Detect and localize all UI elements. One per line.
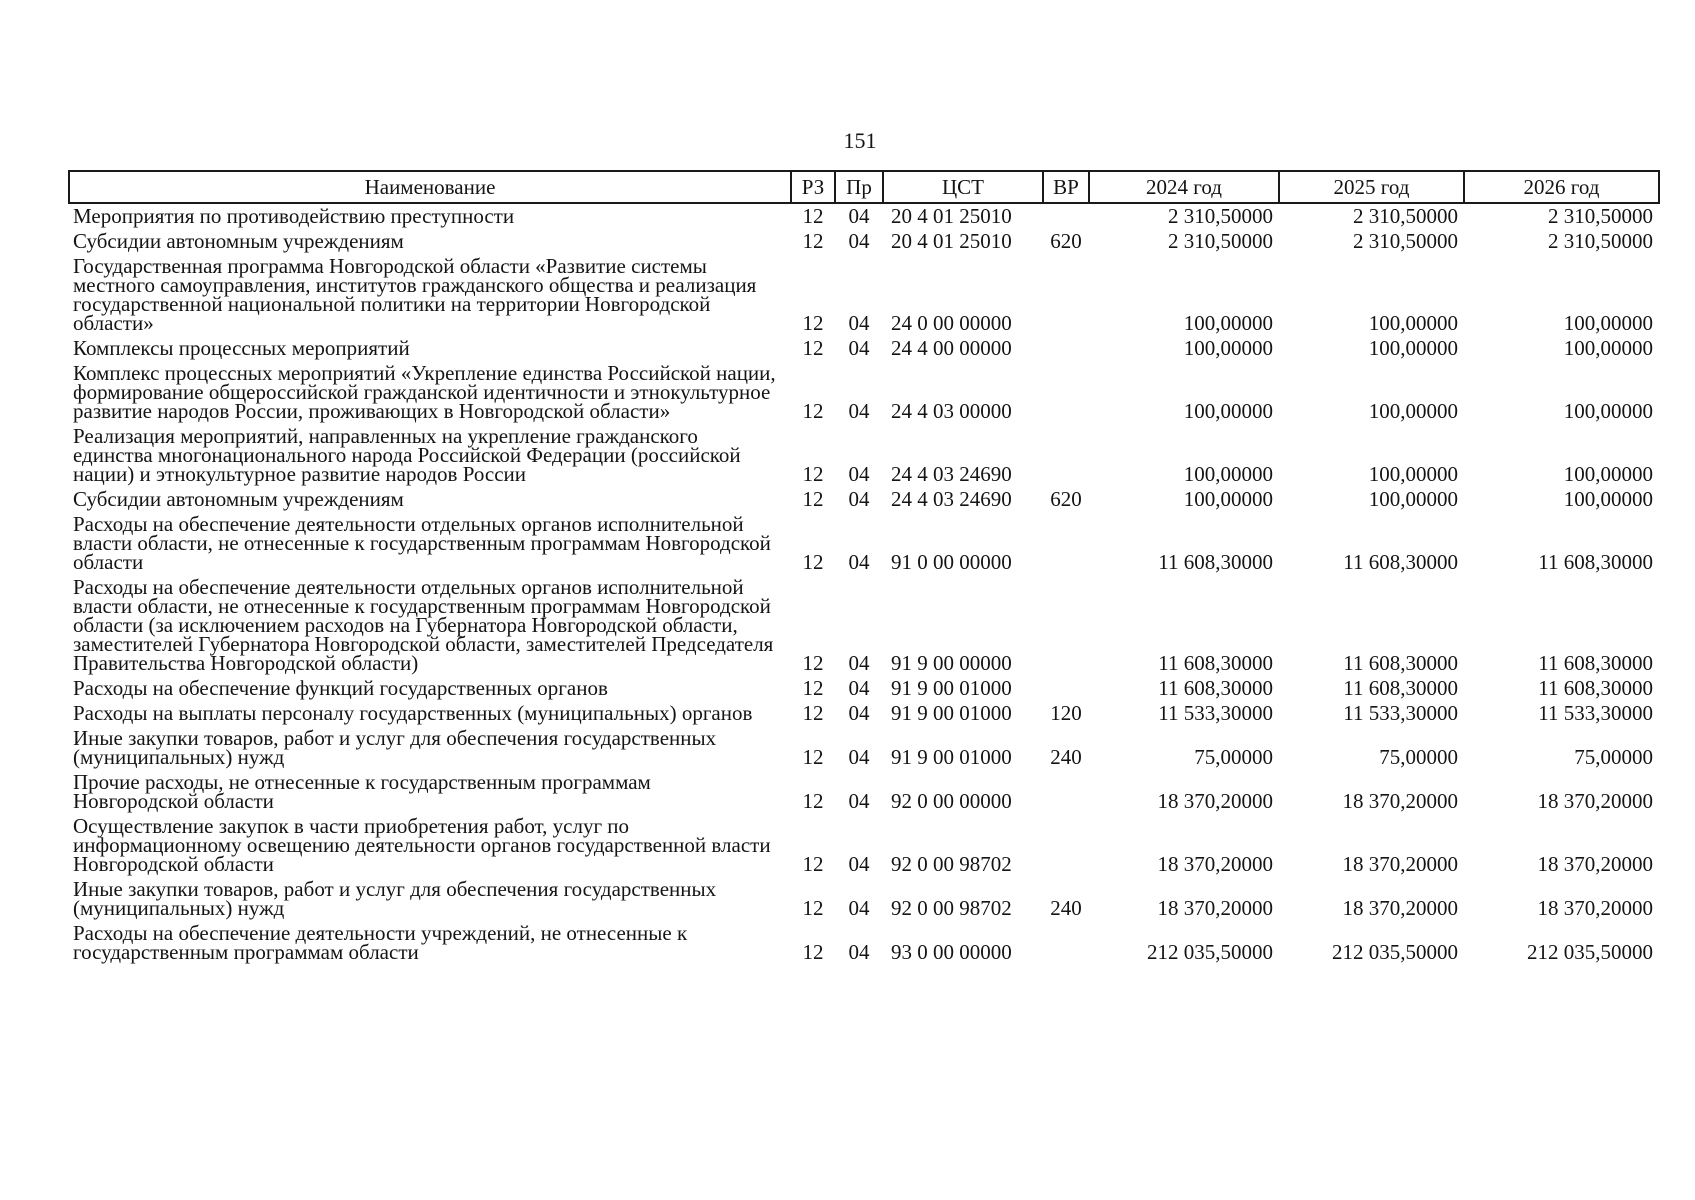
table-row — [69, 487, 1659, 512]
cell-2025: 100,00000 — [1368, 399, 1458, 423]
cell-2026: 11 533,30000 — [1538, 701, 1653, 725]
cell-pr: 04 — [848, 336, 870, 360]
cell-2026: 2 310,50000 — [1548, 229, 1653, 253]
cell-vr — [1043, 814, 1089, 877]
cell-pr: 04 — [848, 676, 870, 700]
cell-cst: 20 4 01 25010 — [891, 204, 1012, 228]
table-row — [69, 701, 1659, 726]
cell-vr: 120 — [1050, 701, 1082, 725]
cell-pr: 04 — [848, 399, 870, 423]
cell-pr: 04 — [848, 462, 870, 486]
cell-rz: 12 — [802, 745, 824, 769]
cell-2025: 212 035,50000 — [1332, 940, 1458, 964]
cell-rz: 12 — [802, 336, 824, 360]
cell-cst: 91 9 00 01000 — [891, 676, 1012, 700]
cell-2026: 212 035,50000 — [1527, 940, 1653, 964]
cell-name: Комплексы процессных мероприятий — [73, 336, 410, 360]
table-row — [69, 676, 1659, 701]
cell-cst: 92 0 00 00000 — [891, 789, 1012, 813]
cell-2024: 2 310,50000 — [1168, 229, 1273, 253]
cell-name: Расходы на обеспечение функций государственных органов — [73, 676, 608, 700]
cell-rz: 12 — [802, 399, 824, 423]
cell-cst: 24 0 00 00000 — [891, 311, 1012, 335]
header-cst: ЦСТ — [883, 171, 1043, 203]
cell-2025: 11 608,30000 — [1343, 676, 1458, 700]
cell-2024: 18 370,20000 — [1157, 789, 1273, 813]
cell-vr: 620 — [1050, 487, 1082, 511]
cell-name: Субсидии автономным учреждениям — [73, 229, 404, 253]
cell-2026: 100,00000 — [1563, 487, 1653, 511]
cell-vr — [1043, 575, 1089, 676]
cell-2026: 75,00000 — [1574, 745, 1653, 769]
page-number: 151 — [843, 128, 877, 153]
header-pr: Пр — [835, 171, 883, 203]
cell-rz: 12 — [802, 676, 824, 700]
table-row — [69, 336, 1659, 361]
cell-2025: 100,00000 — [1368, 462, 1458, 486]
cell-cst: 24 4 03 24690 — [891, 487, 1012, 511]
cell-2025: 2 310,50000 — [1353, 204, 1458, 228]
table-row — [69, 229, 1659, 254]
cell-2026: 2 310,50000 — [1548, 204, 1653, 228]
cell-rz: 12 — [802, 789, 824, 813]
table-row — [69, 361, 1659, 424]
cell-rz: 12 — [802, 229, 824, 253]
cell-pr: 04 — [848, 789, 870, 813]
cell-rz: 12 — [802, 204, 824, 228]
cell-2024: 100,00000 — [1183, 336, 1273, 360]
cell-2026: 11 608,30000 — [1538, 651, 1653, 675]
table-row — [69, 254, 1659, 336]
cell-vr — [1043, 921, 1089, 965]
cell-cst: 91 9 00 00000 — [891, 651, 1012, 675]
cell-name: Расходы на выплаты персоналу государственных (муниципальных) органов — [73, 701, 753, 725]
cell-rz: 12 — [802, 487, 824, 511]
cell-vr: 620 — [1050, 229, 1082, 253]
cell-pr: 04 — [848, 852, 870, 876]
cell-cst: 92 0 00 98702 — [891, 852, 1012, 876]
cell-name: Прочие расходы, не отнесенные к государственным программам Новгородской области — [73, 770, 651, 813]
table-body — [69, 203, 1659, 965]
cell-2026: 18 370,20000 — [1537, 896, 1653, 920]
cell-rz: 12 — [802, 896, 824, 920]
cell-2024: 212 035,50000 — [1147, 940, 1273, 964]
cell-2024: 100,00000 — [1183, 487, 1273, 511]
cell-2026: 100,00000 — [1563, 462, 1653, 486]
cell-2024: 11 608,30000 — [1158, 651, 1273, 675]
cell-2024: 18 370,20000 — [1157, 852, 1273, 876]
cell-name: Иные закупки товаров, работ и услуг для обеспечения государственных (муниципальных) нужд — [73, 877, 717, 920]
cell-2024: 100,00000 — [1183, 311, 1273, 335]
header-rz: РЗ — [791, 171, 835, 203]
cell-name: Расходы на обеспечение деятельности отдельных органов исполнительной власти области, не отнесенные к государственным программам Новгородской области — [73, 512, 771, 574]
cell-name: Комплекс процессных мероприятий «Укрепление единства Российской нации, формирование общероссийской гражданской идентичности и этнокультурное развитие народов России, проживающих в Новгородской области» — [73, 361, 776, 423]
table-row — [69, 203, 1659, 229]
cell-rz: 12 — [802, 311, 824, 335]
header-2026: 2026 год — [1464, 171, 1659, 203]
cell-2026: 11 608,30000 — [1538, 676, 1653, 700]
cell-2025: 11 608,30000 — [1343, 550, 1458, 574]
cell-pr: 04 — [848, 896, 870, 920]
cell-pr: 04 — [848, 651, 870, 675]
header-2024: 2024 год — [1089, 171, 1279, 203]
header-row — [69, 171, 1659, 203]
cell-cst: 24 4 03 24690 — [891, 462, 1012, 486]
cell-vr: 240 — [1050, 745, 1082, 769]
table-row — [69, 512, 1659, 575]
cell-vr — [1043, 676, 1089, 701]
cell-name: Мероприятия по противодействию преступности — [73, 204, 515, 228]
cell-rz: 12 — [802, 462, 824, 486]
cell-2026: 18 370,20000 — [1537, 852, 1653, 876]
cell-pr: 04 — [848, 701, 870, 725]
cell-pr: 04 — [848, 940, 870, 964]
cell-vr — [1043, 203, 1089, 229]
cell-rz: 12 — [802, 940, 824, 964]
table-row — [69, 814, 1659, 877]
cell-rz: 12 — [802, 651, 824, 675]
cell-cst: 92 0 00 98702 — [891, 896, 1012, 920]
cell-pr: 04 — [848, 487, 870, 511]
cell-name: Осуществление закупок в части приобретения работ, услуг по информационному освещению деятельности органов государственной власти Новгородской области — [73, 814, 771, 876]
cell-2025: 11 533,30000 — [1343, 701, 1458, 725]
cell-2026: 100,00000 — [1563, 336, 1653, 360]
cell-cst: 93 0 00 00000 — [891, 940, 1012, 964]
cell-cst: 24 4 03 00000 — [891, 399, 1012, 423]
budget-table — [68, 170, 1660, 965]
cell-vr: 240 — [1050, 896, 1082, 920]
cell-2025: 11 608,30000 — [1343, 651, 1458, 675]
cell-2024: 100,00000 — [1183, 462, 1273, 486]
cell-cst: 91 0 00 00000 — [891, 550, 1012, 574]
cell-2025: 18 370,20000 — [1342, 896, 1458, 920]
cell-name: Реализация мероприятий, направленных на укрепление гражданского единства многонационального народа Российской Федерации (российской нации) и этнокультурное развитие народов России — [73, 424, 741, 486]
cell-2024: 11 608,30000 — [1158, 676, 1273, 700]
cell-name: Субсидии автономным учреждениям — [73, 487, 404, 511]
cell-2024: 100,00000 — [1183, 399, 1273, 423]
cell-2025: 100,00000 — [1368, 336, 1458, 360]
cell-name: Расходы на обеспечение деятельности отдельных органов исполнительной власти области, не отнесенные к государственным программам Новгородской области (за исключением расходов на Губернатора Новгородской области, заместителей Губернатора Новгородской области, заместителей Председателя Правительства Новгородской области) — [73, 575, 774, 675]
cell-vr — [1043, 336, 1089, 361]
cell-pr: 04 — [848, 204, 870, 228]
header-vr: ВР — [1043, 171, 1089, 203]
header-name: Наименование — [69, 171, 791, 203]
cell-pr: 04 — [848, 550, 870, 574]
cell-rz: 12 — [802, 701, 824, 725]
cell-2024: 11 533,30000 — [1158, 701, 1273, 725]
cell-name: Расходы на обеспечение деятельности учреждений, не отнесенные к государственным программам области — [73, 921, 688, 964]
cell-name: Государственная программа Новгородской области «Развитие системы местного самоуправления, институтов гражданского общества и реализация государственной национальной политики на территории Новгородской области» — [73, 254, 757, 335]
cell-2026: 11 608,30000 — [1538, 550, 1653, 574]
table-row — [69, 770, 1659, 814]
cell-vr — [1043, 424, 1089, 487]
cell-cst: 20 4 01 25010 — [891, 229, 1012, 253]
cell-cst: 91 9 00 01000 — [891, 745, 1012, 769]
cell-rz: 12 — [802, 852, 824, 876]
header-2025: 2025 год — [1279, 171, 1464, 203]
cell-2024: 75,00000 — [1194, 745, 1273, 769]
cell-vr — [1043, 770, 1089, 814]
cell-cst: 24 4 00 00000 — [891, 336, 1012, 360]
cell-2026: 18 370,20000 — [1537, 789, 1653, 813]
cell-pr: 04 — [848, 229, 870, 253]
cell-2025: 18 370,20000 — [1342, 852, 1458, 876]
cell-rz: 12 — [802, 550, 824, 574]
cell-2024: 11 608,30000 — [1158, 550, 1273, 574]
table-row — [69, 921, 1659, 965]
table-row — [69, 877, 1659, 921]
table-row — [69, 424, 1659, 487]
cell-pr: 04 — [848, 745, 870, 769]
cell-2025: 100,00000 — [1368, 487, 1458, 511]
cell-2025: 18 370,20000 — [1342, 789, 1458, 813]
cell-vr — [1043, 512, 1089, 575]
table-row — [69, 726, 1659, 770]
table-row — [69, 575, 1659, 676]
cell-vr — [1043, 361, 1089, 424]
cell-cst: 91 9 00 01000 — [891, 701, 1012, 725]
cell-2025: 75,00000 — [1379, 745, 1458, 769]
cell-2026: 100,00000 — [1563, 311, 1653, 335]
cell-pr: 04 — [848, 311, 870, 335]
cell-2026: 100,00000 — [1563, 399, 1653, 423]
cell-2025: 100,00000 — [1368, 311, 1458, 335]
cell-2025: 2 310,50000 — [1353, 229, 1458, 253]
cell-vr — [1043, 254, 1089, 336]
cell-name: Иные закупки товаров, работ и услуг для обеспечения государственных (муниципальных) нужд — [73, 726, 717, 769]
table-header — [69, 171, 1659, 203]
cell-2024: 2 310,50000 — [1168, 204, 1273, 228]
cell-2024: 18 370,20000 — [1157, 896, 1273, 920]
